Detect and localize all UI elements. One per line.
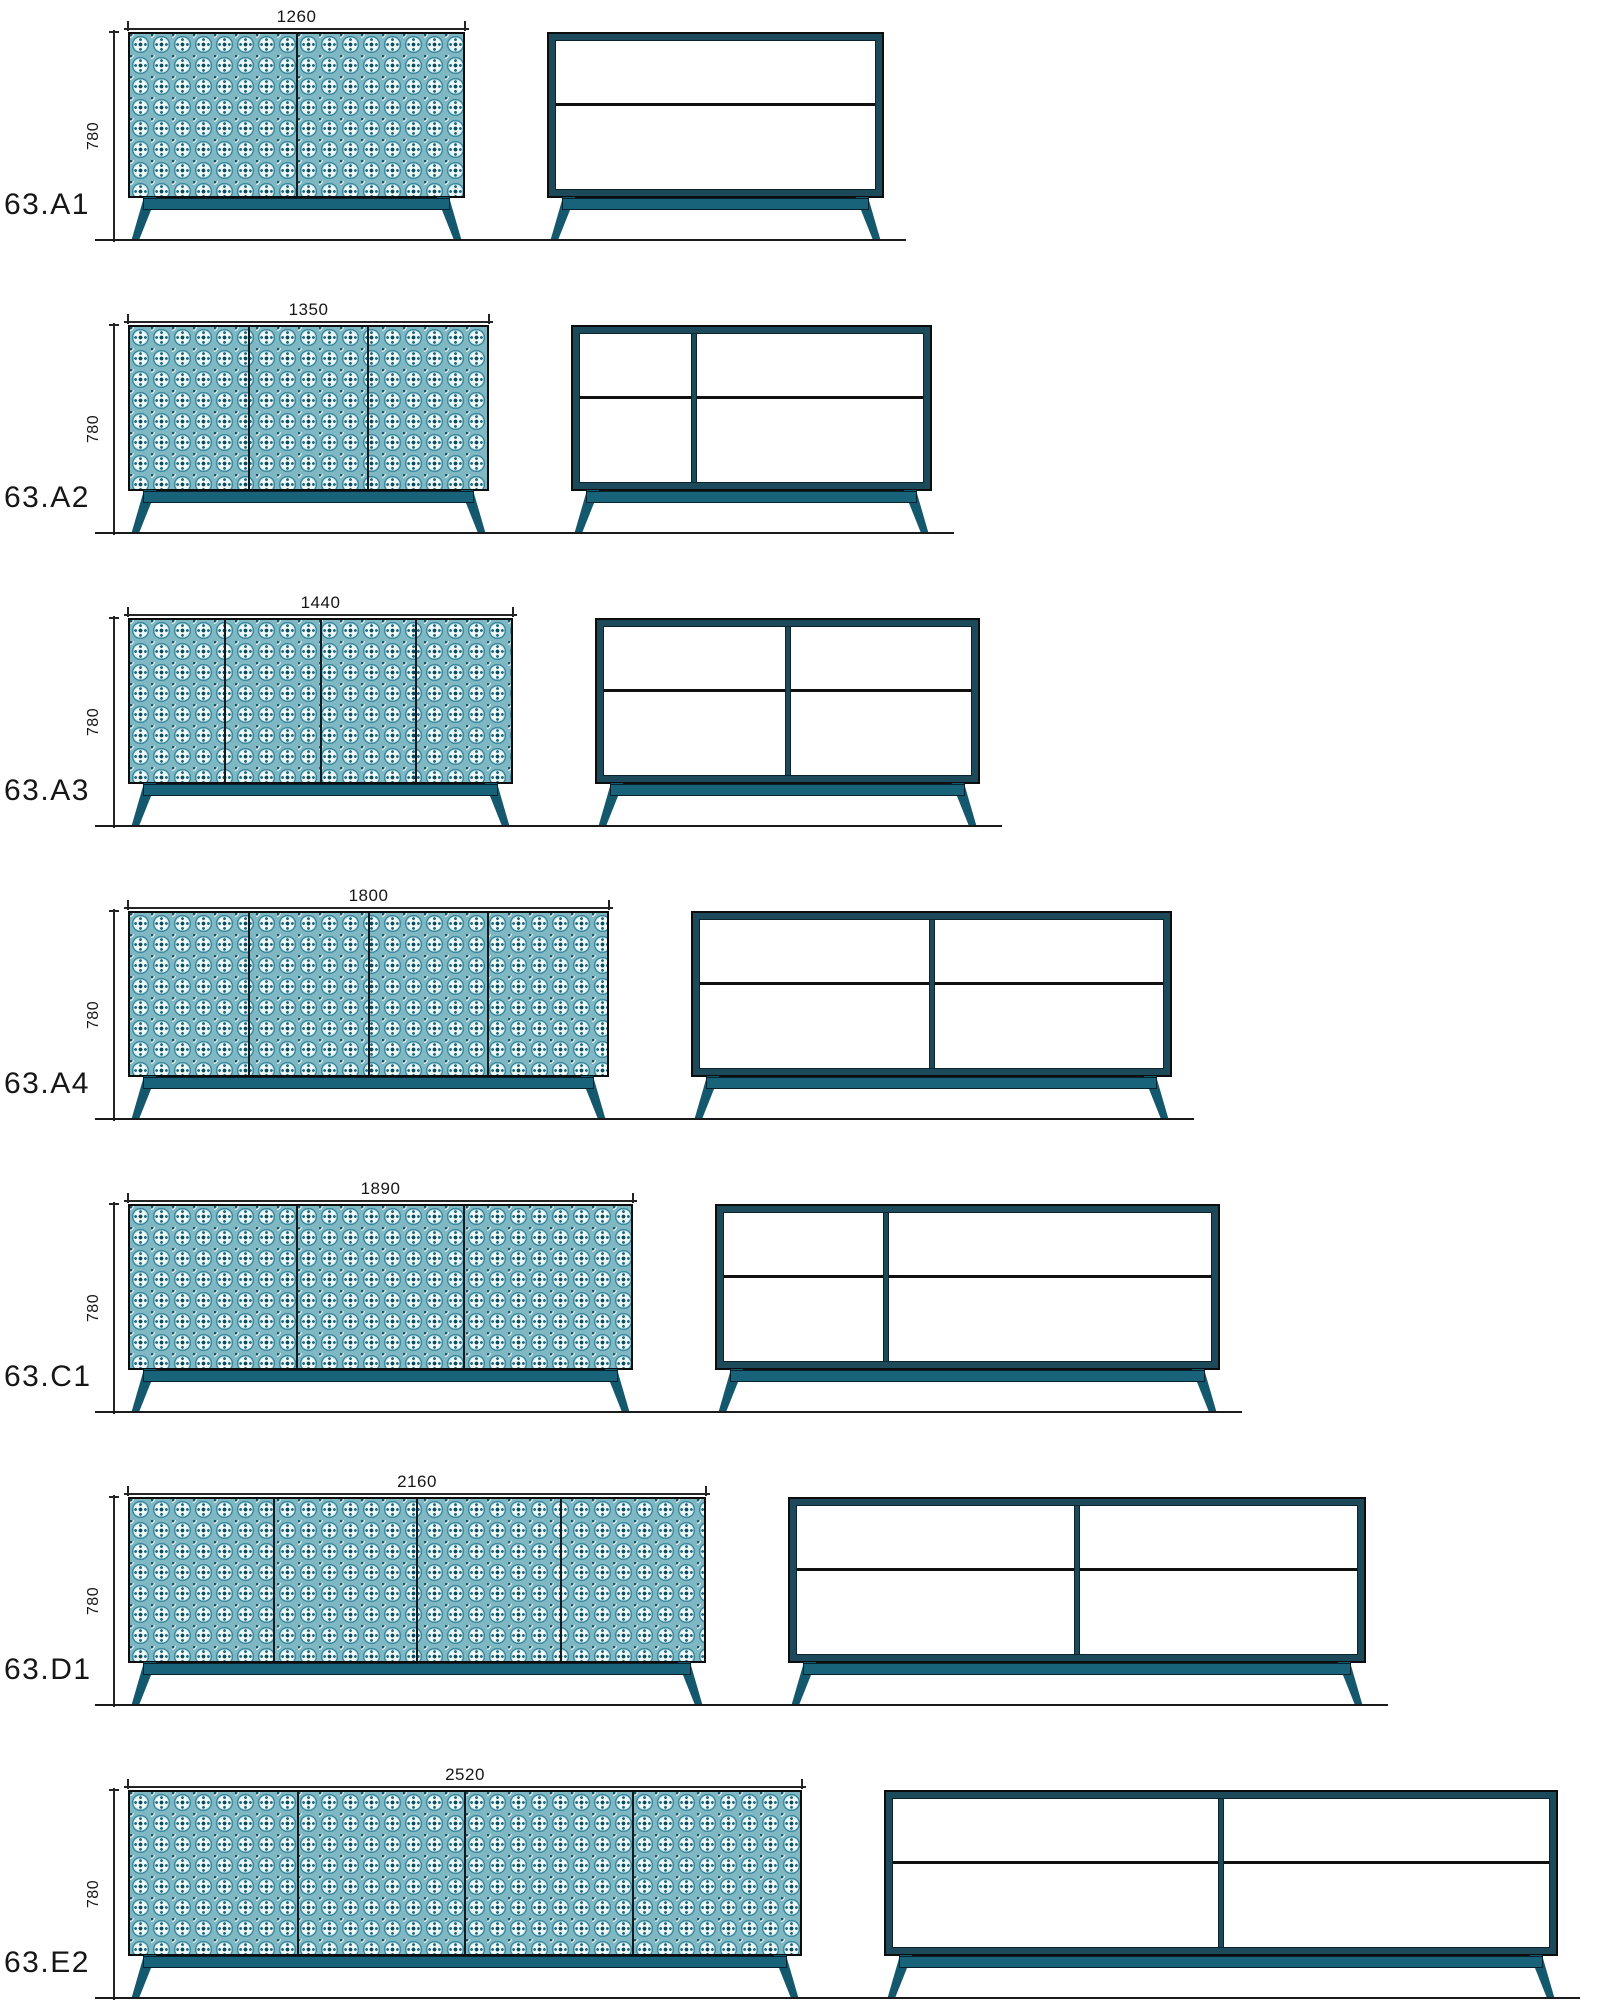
ground-line: [95, 1997, 1580, 1999]
height-dimension-line: [113, 616, 115, 828]
front-elevation: [128, 1497, 706, 1663]
width-dimension: [128, 1180, 633, 1204]
carcass-cavity: [699, 919, 1164, 1069]
front-elevation: [128, 32, 465, 198]
model-label: 63.A1: [4, 188, 90, 221]
front-elevation: [128, 618, 513, 784]
width-dimension-label: 1890: [360, 1179, 401, 1198]
door-divider: [464, 1792, 466, 1954]
shelf-line: [556, 103, 875, 106]
carcass-plinth: [706, 1077, 1157, 1089]
model-label: 63.E2: [4, 1946, 90, 1979]
model-label: 63.A3: [4, 774, 90, 807]
height-dimension: [104, 618, 124, 826]
ground-line: [95, 532, 954, 534]
height-dimension-line: [113, 1202, 115, 1414]
height-dimension-tick-top: [109, 324, 119, 326]
door-divider: [368, 913, 370, 1075]
shelf-line: [724, 1275, 1211, 1278]
height-dimension-tick-top: [109, 1203, 119, 1205]
width-dimension-line: [124, 907, 613, 909]
height-dimension-label: 780: [85, 1293, 102, 1323]
model-label: 63.A4: [4, 1067, 90, 1100]
carcass-elevation: [691, 911, 1172, 1077]
front-plinth: [143, 784, 498, 796]
model-label: 63.D1: [4, 1653, 92, 1686]
front-plinth: [143, 1663, 691, 1675]
vertical-divider: [785, 627, 791, 775]
front-elevation: [128, 911, 609, 1077]
width-dimension-label: 1800: [348, 886, 389, 905]
height-dimension: [104, 1497, 124, 1705]
ground-line: [95, 239, 906, 241]
front-elevation: [128, 1790, 802, 1956]
door-divider: [297, 1792, 299, 1954]
width-dimension-line: [124, 28, 469, 30]
width-dimension-line: [124, 614, 517, 616]
door-divider: [367, 327, 369, 489]
front-plinth: [143, 198, 450, 210]
width-dimension: [128, 887, 609, 911]
width-dimension: [128, 594, 513, 618]
height-dimension-tick-top: [109, 31, 119, 33]
height-dimension-label: 780: [85, 707, 102, 737]
height-dimension-label: 780: [85, 1000, 102, 1030]
carcass-cavity: [603, 626, 972, 776]
height-dimension-line: [113, 30, 115, 242]
door-divider: [632, 1792, 634, 1954]
height-dimension: [104, 325, 124, 533]
width-dimension-line: [124, 1786, 806, 1788]
carcass-plinth: [899, 1956, 1543, 1968]
front-plinth: [143, 1077, 594, 1089]
width-dimension: [128, 1473, 706, 1497]
door-divider: [296, 1206, 298, 1368]
carcass-cavity: [723, 1212, 1212, 1362]
door-divider: [415, 620, 417, 782]
door-divider: [248, 327, 250, 489]
height-dimension: [104, 1204, 124, 1412]
door-divider: [248, 913, 250, 1075]
door-divider: [463, 1206, 465, 1368]
width-dimension-label: 1440: [300, 593, 341, 612]
width-dimension-line: [124, 321, 493, 323]
vertical-divider: [883, 1213, 889, 1361]
door-divider: [560, 1499, 562, 1661]
carcass-plinth: [610, 784, 965, 796]
ground-line: [95, 1704, 1388, 1706]
vertical-divider: [1218, 1799, 1224, 1947]
ground-line: [95, 825, 1002, 827]
width-dimension-line: [124, 1493, 710, 1495]
door-divider: [273, 1499, 275, 1661]
height-dimension-tick-top: [109, 1789, 119, 1791]
front-elevation: [128, 325, 489, 491]
model-label: 63.C1: [4, 1360, 92, 1393]
door-divider: [296, 34, 298, 196]
height-dimension-tick-top: [109, 910, 119, 912]
carcass-cavity: [796, 1505, 1358, 1655]
carcass-plinth: [730, 1370, 1205, 1382]
vertical-divider: [691, 334, 697, 482]
height-dimension-label: 780: [85, 121, 102, 151]
door-divider: [487, 913, 489, 1075]
width-dimension-label: 2160: [397, 1472, 437, 1491]
height-dimension-label: 780: [85, 1586, 102, 1616]
width-dimension-line: [124, 1200, 637, 1202]
shelf-line: [580, 396, 923, 399]
carcass-plinth: [586, 491, 917, 503]
carcass-cavity: [892, 1798, 1550, 1948]
vertical-divider: [1074, 1506, 1080, 1654]
carcass-plinth: [803, 1663, 1351, 1675]
front-plinth: [143, 1956, 787, 1968]
front-plinth: [143, 1370, 618, 1382]
ground-line: [95, 1411, 1242, 1413]
height-dimension-line: [113, 909, 115, 1121]
height-dimension: [104, 32, 124, 240]
door-divider: [224, 620, 226, 782]
height-dimension: [104, 911, 124, 1119]
carcass-cavity: [555, 40, 876, 190]
height-dimension: [104, 1790, 124, 1998]
width-dimension: [128, 8, 465, 32]
carcass-elevation: [884, 1790, 1558, 1956]
carcass-plinth: [562, 198, 869, 210]
door-divider: [320, 620, 322, 782]
carcass-cavity: [579, 333, 924, 483]
carcass-elevation: [547, 32, 884, 198]
carcass-elevation: [788, 1497, 1366, 1663]
width-dimension: [128, 301, 489, 325]
height-dimension-label: 780: [85, 1879, 102, 1909]
carcass-elevation: [715, 1204, 1220, 1370]
width-dimension: [128, 1766, 802, 1790]
front-plinth: [143, 491, 474, 503]
width-dimension-label: 1350: [288, 300, 329, 319]
height-dimension-tick-top: [109, 617, 119, 619]
height-dimension-label: 780: [85, 414, 102, 444]
vertical-divider: [929, 920, 935, 1068]
front-elevation: [128, 1204, 633, 1370]
ground-line: [95, 1118, 1194, 1120]
width-dimension-label: 2520: [445, 1765, 485, 1784]
door-divider: [416, 1499, 418, 1661]
carcass-elevation: [595, 618, 980, 784]
height-dimension-tick-top: [109, 1496, 119, 1498]
model-label: 63.A2: [4, 481, 90, 514]
height-dimension-line: [113, 323, 115, 535]
carcass-elevation: [571, 325, 932, 491]
height-dimension-line: [113, 1495, 115, 1707]
height-dimension-line: [113, 1788, 115, 2000]
width-dimension-label: 1260: [276, 7, 317, 26]
